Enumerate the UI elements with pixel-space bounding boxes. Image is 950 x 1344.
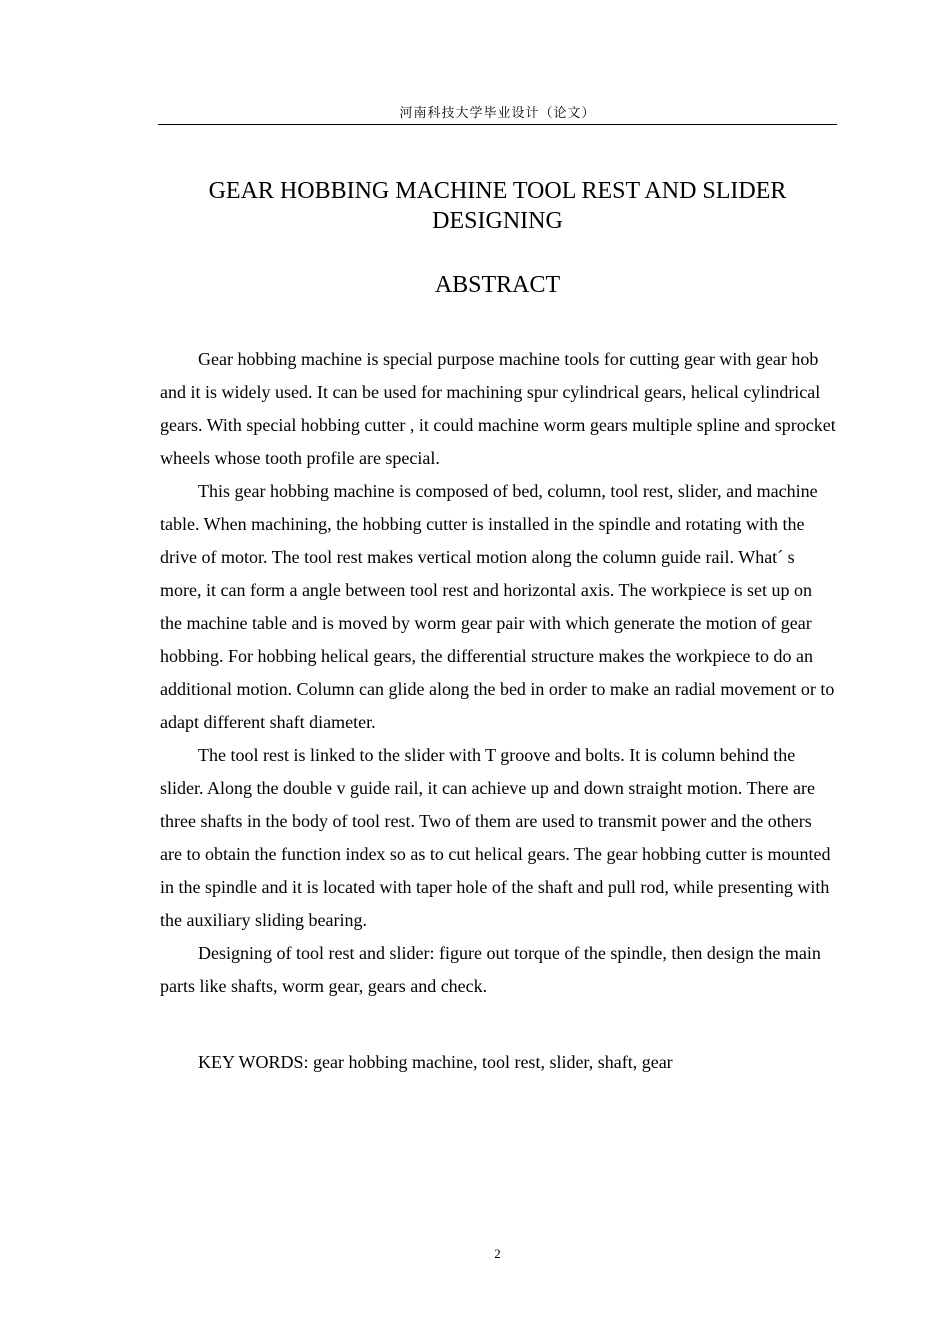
abstract-paragraph: Gear hobbing machine is special purpose machine tools for cutting gear with gear hob and it is widely used. It can be used for machining spur cylindrical gears, helical cylindrical gears. With special hobbing cutter , it could machine worm gears multiple spline and sprocket wheels whose tooth profile are special. [160,349,836,468]
header-rule [158,124,837,125]
document-title-line-2: DESIGNING [432,208,563,234]
abstract-paragraph: This gear hobbing machine is composed of bed, column, tool rest, slider, and machine table. When machining, the hobbing cutter is installed in the spindle and rotating with the drive of motor. The tool rest makes vertical motion along the column guide rail. What´ s more, it can form a angle between tool rest and horizontal axis. The workpiece is set up on the machine table and is moved by worm gear pair with which generate the motion of gear hobbing. For hobbing helical gears, the differential structure makes the workpiece to do an additional motion. Column can glide along the bed in order to make an radial movement or to adapt different shaft diameter. [160,481,835,732]
abstract-paragraph: Designing of tool rest and slider: figure out torque of the spindle, then design the main parts like shafts, worm gear, gears and check. [160,943,821,996]
abstract-body [160,343,836,1003]
running-header: 河南科技大学毕业设计（论文） [399,106,596,121]
keywords-line: KEY WORDS: gear hobbing machine, tool rest, slider, shaft, gear [198,1052,673,1072]
page-number: 2 [494,1246,501,1261]
document-title [158,176,837,236]
abstract-paragraph: The tool rest is linked to the slider with T groove and bolts. It is column behind the slider. Along the double v guide rail, it can achieve up and down straight motion. There are three shafts in the body of tool rest. Two of them are used to transmit power and the others are to obtain the function index so as to cut helical gears. The gear hobbing cutter is mounted in the spindle and it is located with taper hole of the shaft and pull rod, while presenting with the auxiliary sliding bearing. [160,745,831,930]
document-title-line-1: GEAR HOBBING MACHINE TOOL REST AND SLIDER [208,178,787,204]
abstract-heading: ABSTRACT [434,272,561,298]
